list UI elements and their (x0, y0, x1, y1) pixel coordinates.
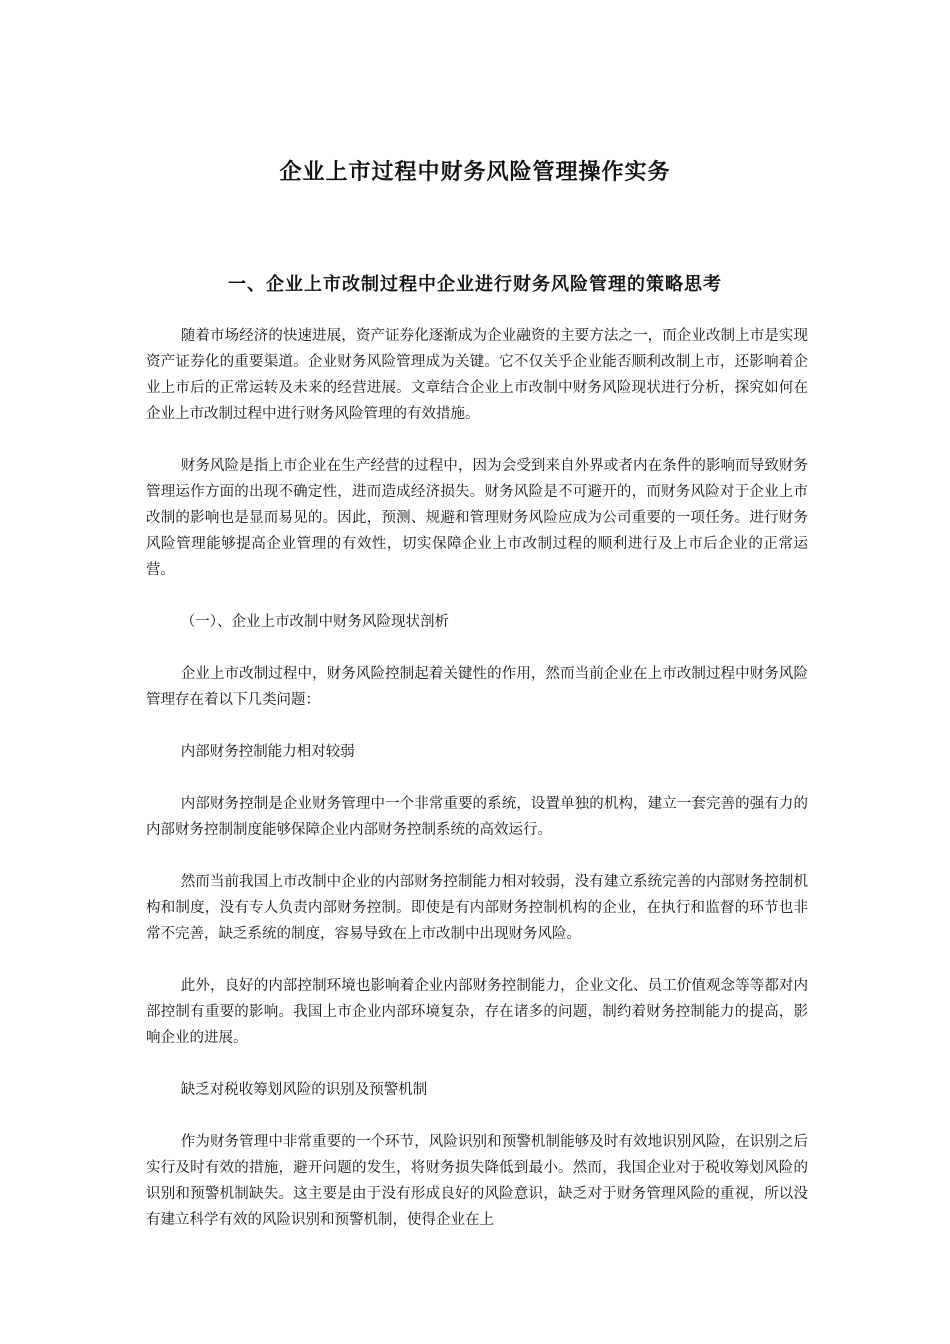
paragraph-risk-warning: 作为财务管理中非常重要的一个环节，风险识别和预警机制能够及时有效地识别风险，在识别之后实行及时有效的措施，避开问题的发生，将财务损失降低到最小。然而，我国企业对于税收筹划风险的识别和预警机制缺失。这主要是由于没有形成良好的风险意识，缺乏对于财务管理风险的重视，所以没有建立科学有效的风险识别和预警机制，使得企业在上 (146, 1134, 808, 1228)
document-title: 企业上市过程中财务风险管理操作实务 (279, 160, 671, 185)
section-heading: 一、企业上市改制过程中企业进行财务风险管理的策略思考 (228, 274, 722, 295)
paragraph-weakness: 然而当前我国上市改制中企业的内部财务控制能力相对较弱，没有建立系统完善的内部财务控制机构和制度，没有专人负责内部财务控制。即使是有内部财务控制机构的企业，在执行和监督的环节也非常不完善，缺乏系统的制度，容易导致在上市改制中出现财务风险。 (146, 874, 808, 942)
paragraph-problems-intro: 企业上市改制过程中，财务风险控制起着关键性的作用，然而当前企业在上市改制过程中财务风险管理存在着以下几类问题： (146, 666, 808, 708)
paragraph-environment: 此外，良好的内部控制环境也影响着企业内部财务控制能力，企业文化、员工价值观念等等都对内部控制有重要的影响。我国上市企业内部环境复杂，存在诸多的问题，制约着财务控制能力的提高，影响企业的进展。 (146, 978, 808, 1046)
paragraph-definition: 财务风险是指上市企业在生产经营的过程中，因为会受到来自外界或者内在条件的影响而导致财务管理运作方面的出现不确定性，进而造成经济损失。财务风险是不可避开的，而财务风险对于企业上市改制的影响也是显而易见的。因此，预测、规避和管理财务风险应成为公司重要的一项任务。进行财务风险管理能够提高企业管理的有效性，切实保障企业上市改制过程的顺利进行及上市后企业的正常运营。 (146, 458, 808, 578)
subheading-internal-control: 内部财务控制能力相对较弱 (180, 744, 355, 760)
subheading-tax-planning: 缺乏对税收筹划风险的识别及预警机制 (180, 1082, 428, 1098)
paragraph-intro: 随着市场经济的快速进展，资产证券化逐渐成为企业融资的主要方法之一，而企业改制上市是实现资产证券化的重要渠道。企业财务风险管理成为关键。它不仅关乎企业能否顺利改制上市，还影响着企业上市后的正常运转及未来的经营进展。文章结合企业上市改制中财务风险现状进行分析，探究如何在企业上市改制过程中进行财务风险管理的有效措施。 (146, 328, 808, 422)
subsection-title: （一）、企业上市改制中财务风险现状剖析 (180, 614, 450, 630)
document-body (146, 323, 808, 1259)
paragraph-internal-control: 内部财务控制是企业财务管理中一个非常重要的系统，设置单独的机构，建立一套完善的强有力的内部财务控制制度能够保障企业内部财务控制系统的高效运行。 (146, 796, 808, 838)
